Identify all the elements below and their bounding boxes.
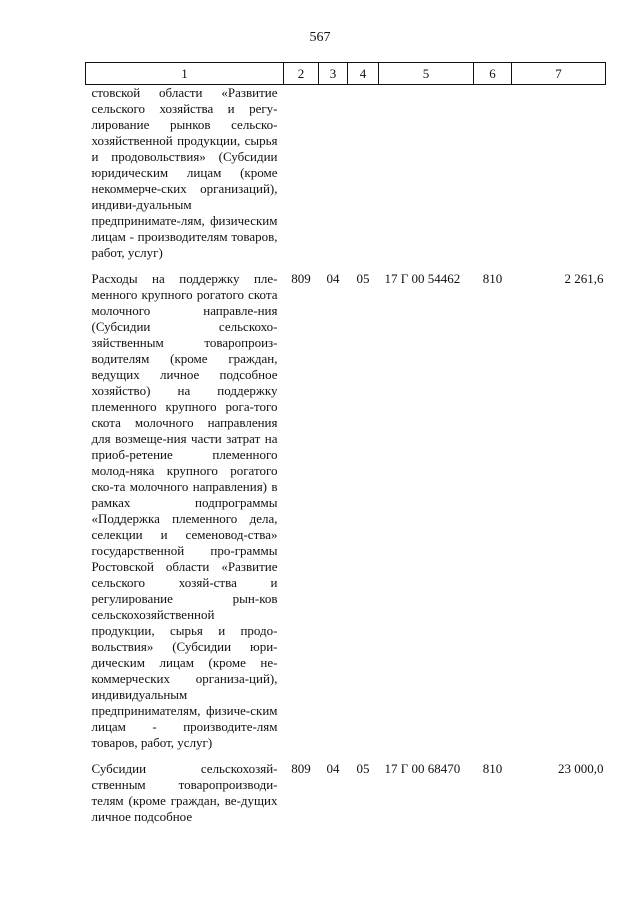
- column-header: 7: [512, 63, 606, 85]
- column-header: 1: [86, 63, 284, 85]
- row-subsection: 05: [356, 761, 370, 776]
- budget-table: [85, 62, 606, 825]
- table-row: [86, 85, 606, 262]
- row-description: Субсидии сельскохозяй-ственным товаропроизводи-телям (кроме граждан, ве-дущих личное подсобное: [91, 761, 278, 824]
- row-grbs: 809: [291, 271, 311, 286]
- row-amount: [512, 85, 606, 262]
- row-amount: 23 000,0: [558, 761, 604, 776]
- table-header-row: [86, 63, 606, 85]
- table-row: [86, 271, 606, 751]
- row-description: Расходы на поддержку пле-менного крупного рогатого скота молочного направле-ния (Субсидии сельскохо-зяйственным товаропроиз-водителям (кроме граждан, ведущих личное подсобное хозяйство) на поддержку племенного крупного рога-того скота молочного направления для возмеще-ния части затрат на приоб-ретение племенного молод-няка крупного рогатого ско-та молочного направления) в рамках подпрограммы «Поддержка племенного дела, селекции и семеновод-ства» государственной про-граммы Ростовской области «Развитие сельского хозяй-ства и регулирование рын-ков сельскохозяйственной продукции, сырья и продо-вольствия» (Субсидии юри-дическим лицам (кроме не-коммерческих организа-ций), индивидуальным предпринимателям, физиче-ским лицам - производите-лям товаров, работ, услуг): [91, 271, 278, 750]
- table-row: [86, 761, 606, 825]
- row-target-article: 17 Г 00 68470: [384, 761, 461, 776]
- row-expense-type: 810: [482, 761, 503, 776]
- row-grbs: 809: [291, 761, 311, 776]
- row-description: стовской области «Развитие сельского хозяйства и регу-лирование рынков сельско-хозяйственной продукции, сырья и продовольствия» (Субсидии юридическим лицам (кроме некоммерче-ских организаций), индиви-дуальным предпринимате-лям, физическим лицам - производителям товаров, работ, услуг): [91, 85, 278, 260]
- row-expense-type: 810: [482, 271, 503, 286]
- row-section: 04: [326, 271, 340, 286]
- row-expense-type: [474, 85, 512, 262]
- row-section: 04: [326, 761, 340, 776]
- row-target-article: [379, 85, 474, 262]
- column-header: 3: [319, 63, 348, 85]
- row-subsection: 05: [356, 271, 370, 286]
- row-grbs: [284, 85, 319, 262]
- row-target-article: 17 Г 00 54462: [384, 271, 461, 286]
- row-section: [319, 85, 348, 262]
- page-number: 567: [309, 30, 331, 45]
- column-header: 2: [284, 63, 319, 85]
- column-header: 4: [348, 63, 379, 85]
- column-header: 5: [379, 63, 474, 85]
- column-header: 6: [474, 63, 512, 85]
- row-subsection: [348, 85, 379, 262]
- row-amount: 2 261,6: [564, 271, 604, 286]
